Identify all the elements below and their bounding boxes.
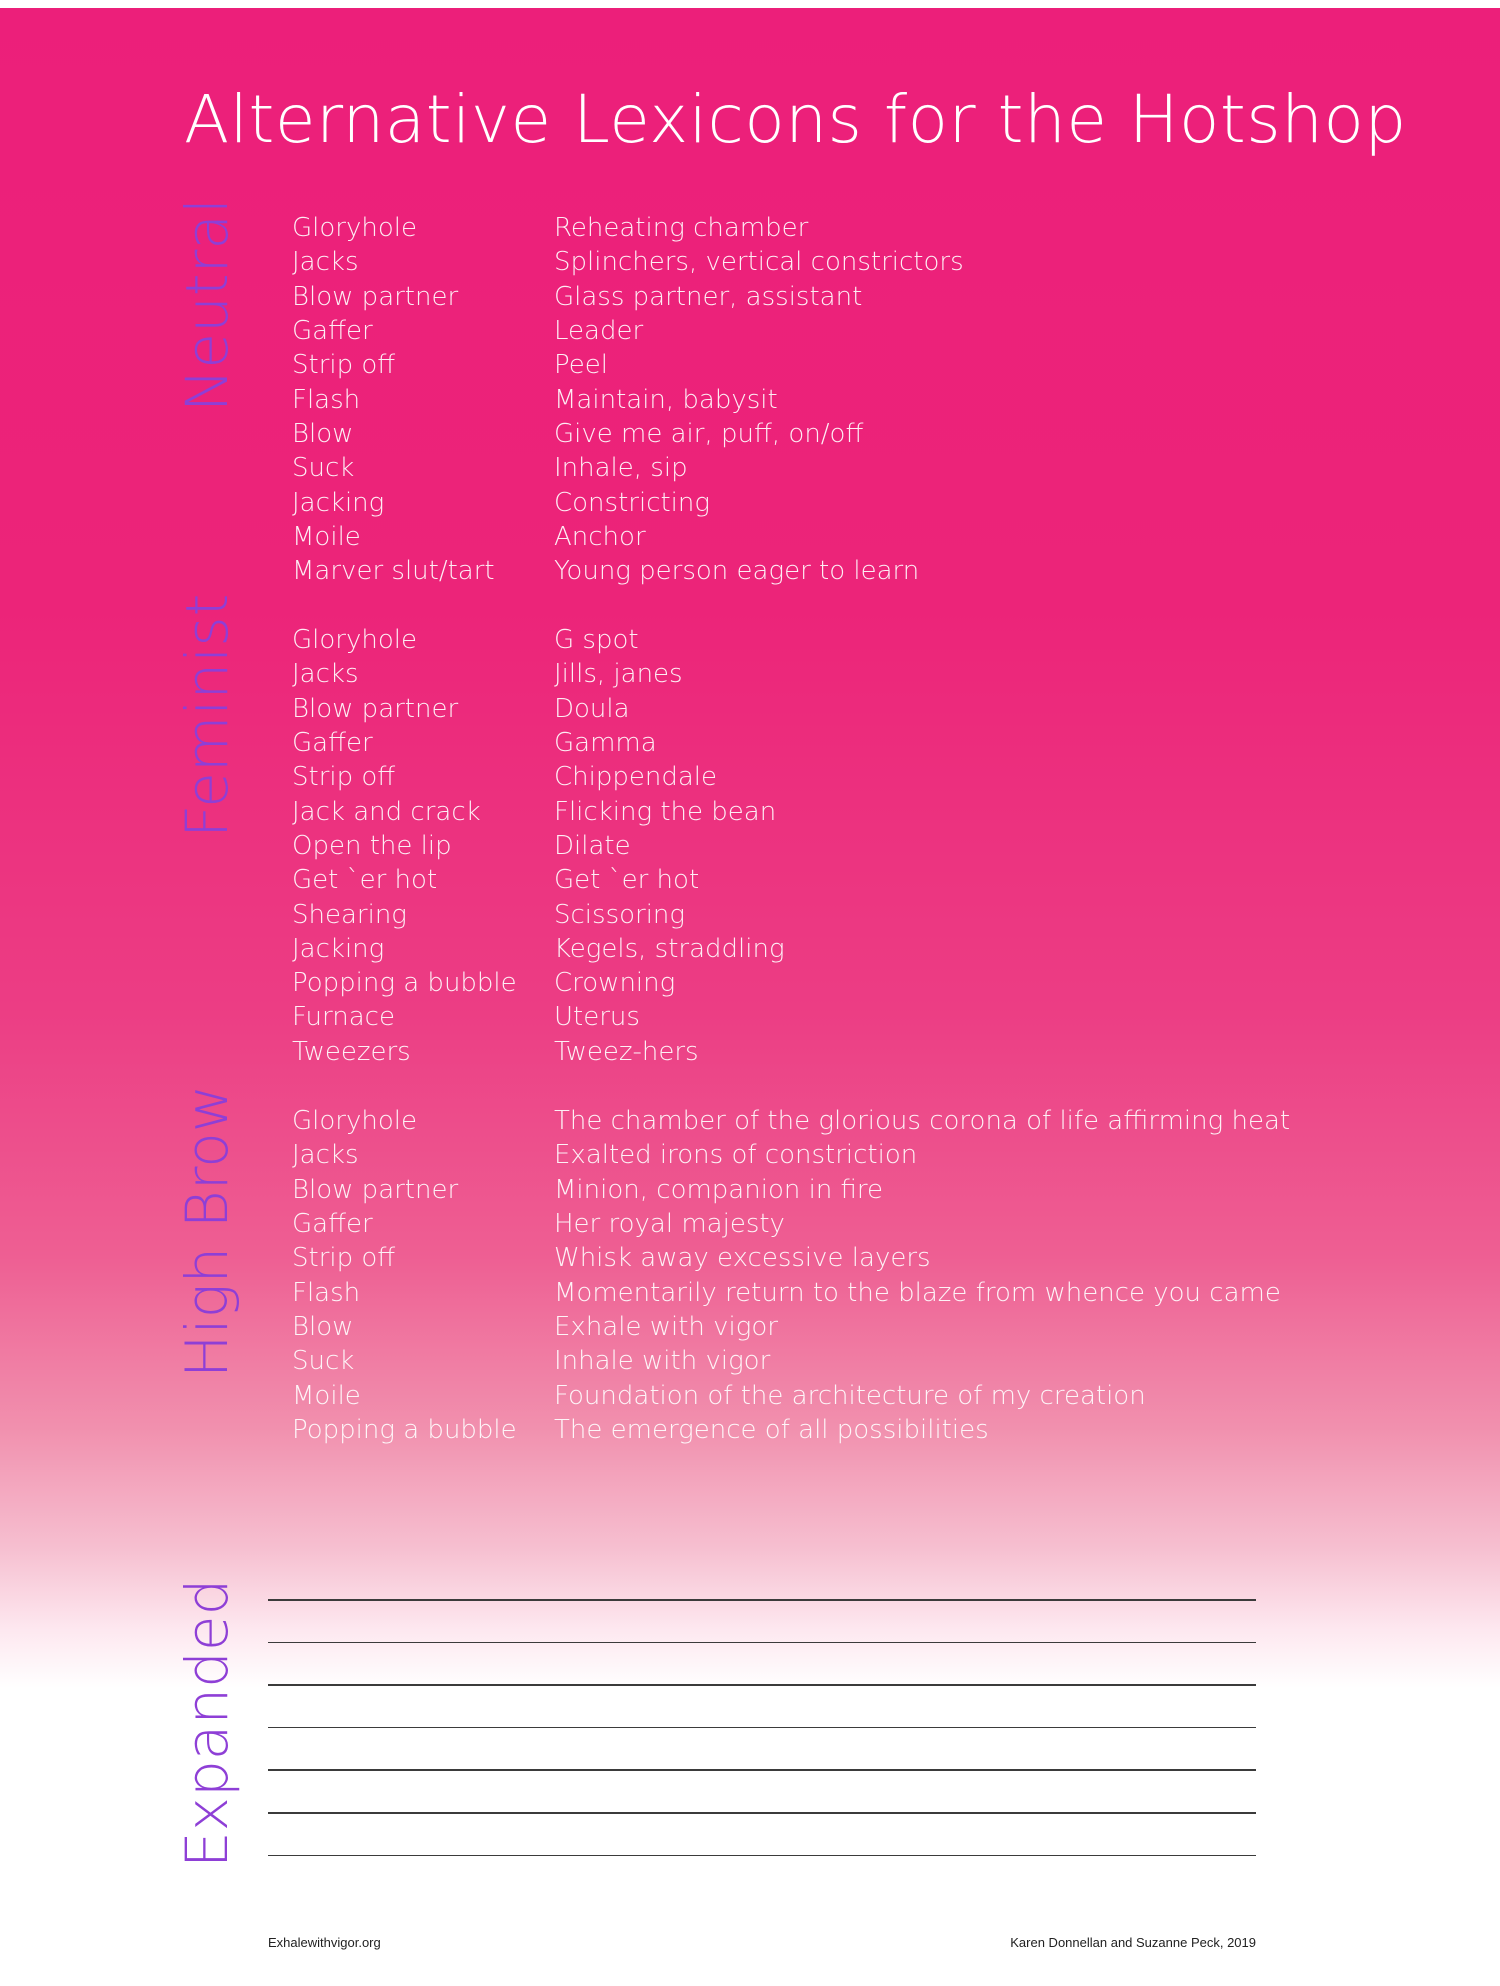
lexicon-term: Popping a bubble (292, 968, 517, 999)
lexicon-alternative: Young person eager to learn (554, 556, 920, 587)
lexicon-row (292, 211, 964, 245)
lexicon-alternative: Splinchers, vertical constrictors (554, 247, 964, 278)
lexicon-term: Jacking (292, 487, 385, 518)
lexicon-term: Jacks (292, 247, 359, 278)
lexicon-alternative: Gamma (554, 728, 657, 759)
lexicon-row (292, 1378, 1290, 1412)
lexicon-row (292, 760, 785, 794)
lexicon-term: Shearing (292, 899, 407, 930)
lexicon-row (292, 692, 785, 726)
lexicon-alternative: Scissoring (554, 899, 686, 930)
section-label-highbrow: High Brow (173, 1084, 241, 1378)
lexicon-alternative: Crowning (554, 968, 676, 999)
neutral-list (292, 211, 964, 588)
lexicon-alternative: Jills, janes (554, 659, 683, 690)
lexicon-alternative: Peel (554, 350, 608, 381)
feminist-list (292, 623, 785, 1069)
lexicon-alternative: Maintain, babysit (554, 384, 778, 415)
lexicon-alternative: Reheating chamber (554, 213, 809, 244)
lexicon-term: Moile (292, 1380, 361, 1411)
lexicon-term: Jack and crack (292, 796, 481, 827)
lexicon-alternative: Doula (554, 693, 630, 724)
lexicon-alternative: The emergence of all possibilities (554, 1414, 989, 1445)
poster-background (0, 8, 1500, 1986)
lexicon-term: Gaffer (292, 316, 373, 347)
page-title: Alternative Lexicons for the Hotshop (184, 81, 1407, 158)
lexicon-term: Blow partner (292, 281, 459, 312)
lexicon-term: Gaffer (292, 1209, 373, 1240)
lexicon-alternative: Uterus (554, 1002, 640, 1033)
lexicon-alternative: Dilate (554, 830, 631, 861)
lexicon-alternative: Exalted irons of constriction (554, 1140, 918, 1171)
lexicon-row (292, 1241, 1290, 1275)
lexicon-alternative: Whisk away excessive layers (554, 1243, 931, 1274)
lexicon-row (292, 554, 964, 588)
lexicon-alternative: Glass partner, assistant (554, 281, 863, 312)
lexicon-alternative: Minion, companion in fire (554, 1174, 884, 1205)
lexicon-row (292, 829, 785, 863)
blank-line (268, 1642, 1256, 1644)
lexicon-alternative: Constricting (554, 487, 710, 518)
lexicon-term: Tweezers (292, 1036, 411, 1067)
lexicon-term: Get `er hot (292, 865, 438, 896)
blank-line (268, 1855, 1256, 1857)
lexicon-term: Gloryhole (292, 625, 417, 656)
lexicon-row (292, 1413, 1290, 1447)
lexicon-term: Flash (292, 384, 361, 415)
lexicon-row (292, 1000, 785, 1034)
lexicon-term: Jacks (292, 659, 359, 690)
lexicon-row (292, 863, 785, 897)
lexicon-alternative: Get `er hot (554, 865, 700, 896)
lexicon-alternative: Give me air, puff, on/off (554, 418, 864, 449)
lexicon-alternative: Exhale with vigor (554, 1311, 778, 1342)
lexicon-row (292, 1310, 1290, 1344)
lexicon-term: Gloryhole (292, 213, 417, 244)
lexicon-row (292, 1035, 785, 1069)
lexicon-term: Suck (292, 453, 355, 484)
lexicon-alternative: Foundation of the architecture of my creation (554, 1380, 1146, 1411)
lexicon-alternative: Leader (554, 316, 644, 347)
lexicon-alternative: Inhale with vigor (554, 1346, 771, 1377)
highbrow-list (292, 1104, 1290, 1447)
lexicon-row (292, 348, 964, 382)
lexicon-term: Jacks (292, 1140, 359, 1171)
lexicon-row (292, 485, 964, 519)
lexicon-term: Gloryhole (292, 1106, 417, 1137)
footer-website: Exhalewithvigor.org (268, 1935, 381, 1950)
lexicon-term: Blow (292, 1311, 354, 1342)
lexicon-row (292, 794, 785, 828)
lexicon-alternative: Inhale, sip (554, 453, 688, 484)
lexicon-row (292, 520, 964, 554)
section-label-expanded: Expanded (173, 1578, 241, 1868)
lexicon-term: Gaffer (292, 728, 373, 759)
lexicon-term: Suck (292, 1346, 355, 1377)
blank-line (268, 1769, 1256, 1771)
lexicon-row (292, 657, 785, 691)
lexicon-alternative: Tweez-hers (554, 1036, 699, 1067)
footer-credits: Karen Donnellan and Suzanne Peck, 2019 (1010, 1935, 1256, 1950)
lexicon-row (292, 726, 785, 760)
lexicon-alternative: G spot (554, 625, 639, 656)
lexicon-alternative: Momentarily return to the blaze from whence you came (554, 1277, 1281, 1308)
lexicon-term: Jacking (292, 933, 385, 964)
lexicon-term: Open the lip (292, 830, 452, 861)
lexicon-row (292, 1344, 1290, 1378)
lexicon-row (292, 1207, 1290, 1241)
lexicon-row (292, 245, 964, 279)
lexicon-row (292, 897, 785, 931)
expanded-blank-lines (268, 1599, 1256, 1897)
lexicon-alternative: The chamber of the glorious corona of life affirming heat (554, 1106, 1291, 1137)
lexicon-alternative: Kegels, straddling (554, 933, 785, 964)
lexicon-term: Moile (292, 521, 361, 552)
section-label-neutral: Neutral (173, 197, 241, 412)
lexicon-term: Strip off (292, 762, 396, 793)
blank-line (268, 1812, 1256, 1814)
lexicon-alternative: Flicking the bean (554, 796, 777, 827)
lexicon-term: Furnace (292, 1002, 395, 1033)
lexicon-row (292, 623, 785, 657)
section-label-feminist: Feminist (173, 593, 241, 838)
lexicon-row (292, 966, 785, 1000)
lexicon-term: Blow partner (292, 693, 459, 724)
blank-line (268, 1599, 1256, 1601)
lexicon-alternative: Anchor (554, 521, 646, 552)
lexicon-term: Blow (292, 418, 354, 449)
blank-line (268, 1727, 1256, 1729)
lexicon-row (292, 1138, 1290, 1172)
lexicon-row (292, 280, 964, 314)
lexicon-row (292, 417, 964, 451)
lexicon-term: Popping a bubble (292, 1414, 517, 1445)
lexicon-term: Blow partner (292, 1174, 459, 1205)
lexicon-term: Strip off (292, 350, 396, 381)
lexicon-row (292, 932, 785, 966)
lexicon-alternative: Chippendale (554, 762, 717, 793)
lexicon-row (292, 451, 964, 485)
lexicon-term: Marver slut/tart (292, 556, 495, 587)
lexicon-term: Strip off (292, 1243, 396, 1274)
lexicon-row (292, 382, 964, 416)
lexicon-row (292, 1173, 1290, 1207)
lexicon-row (292, 1275, 1290, 1309)
blank-line (268, 1684, 1256, 1686)
lexicon-row (292, 1104, 1290, 1138)
lexicon-alternative: Her royal majesty (554, 1209, 785, 1240)
lexicon-row (292, 314, 964, 348)
lexicon-term: Flash (292, 1277, 361, 1308)
